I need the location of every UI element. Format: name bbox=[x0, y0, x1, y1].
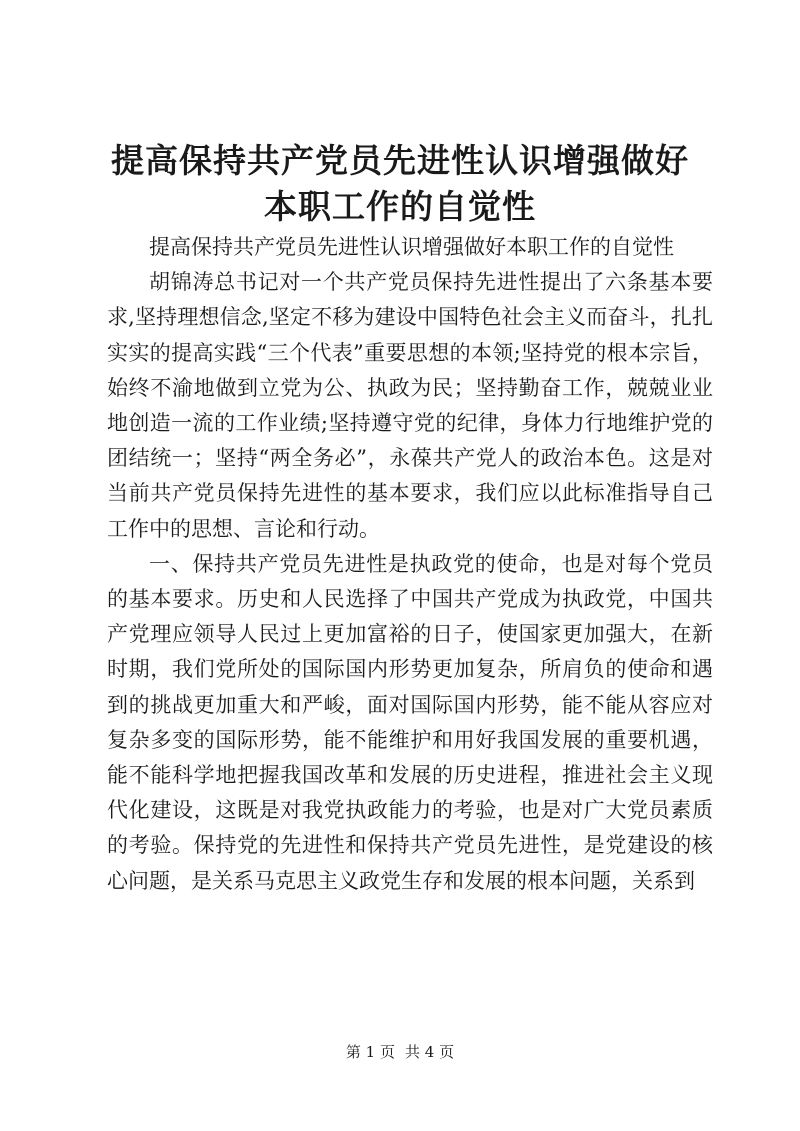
page-total: 共 4 页 bbox=[405, 1043, 455, 1061]
document-body bbox=[107, 230, 713, 899]
paragraph-subtitle: 提高保持共产党员先进性认识增强做好本职工作的自觉性 bbox=[149, 235, 674, 259]
page-number: 第 1 页 bbox=[345, 1043, 395, 1061]
document-title: 提高保持共产党员先进性认识增强做好本职工作的自觉性 bbox=[111, 141, 689, 226]
paragraph-intro: 胡锦涛总书记对一个共产党员保持先进性提出了六条基本要求,坚持理想信念,坚定不移为建设中国特色社会主义而奋斗，扎扎实实的提高实践“三个代表”重要思想的本领;坚持党的根本宗旨，始终不渝地做到立党为公、执政为民；坚持勤奋工作，兢兢业业地创造一流的工作业绩;坚持遵守党的纪律，身体力行地维护党的团结统一；坚持“两全务必”，永葆共产党人的政治本色。这是对当前共产党员保持先进性的基本要求，我们应以此标准指导自己工作中的思想、言论和行动。 bbox=[107, 270, 713, 541]
paragraph-section-one: 一、保持共产党员先进性是执政党的使命，也是对每个党员的基本要求。历史和人民选择了中国共产党成为执政党，中国共产党理应领导人民过上更加富裕的日子，使国家更加强大，在新时期，我们党所处的国际国内形势更加复杂，所肩负的使命和遇到的挑战更加重大和严峻，面对国际国内形势，能不能从容应对复杂多变的国际形势，能不能维护和用好我国发展的重要机遇，能不能科学地把握我国改革和发展的历史进程，推进社会主义现代化建设，这既是对我党执政能力的考验，也是对广大党员素质的考验。保持党的先进性和保持共产党员先进性，是党建设的核心问题，是关系马克思主义政党生存和发展的根本问题，关系到 bbox=[107, 551, 713, 893]
page-footer bbox=[0, 1042, 800, 1062]
